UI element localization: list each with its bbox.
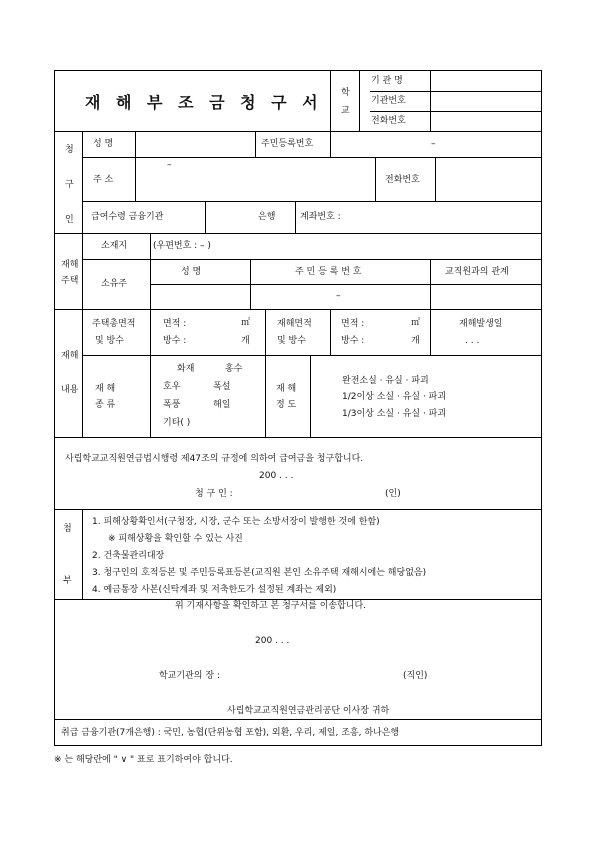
total-area-label-2: 및 방수 — [95, 336, 124, 346]
resident-id-label: 주민등록번호 — [261, 139, 314, 149]
degree-total: 완전소실 · 유실 · 파괴 — [342, 376, 429, 386]
damage-rooms-unit: 개 — [411, 336, 420, 346]
recipient-line: 사립학교교직원연금관리공단 이사장 귀하 — [227, 706, 390, 716]
confirmation-date: 200 . . . — [255, 636, 290, 646]
school-label-2: 교 — [341, 106, 350, 116]
phone-label: 전화번호 — [385, 175, 420, 185]
claimant-label-1: 청 — [65, 145, 74, 155]
damage-degree-label-1: 재 해 — [276, 384, 297, 394]
total-area-unit: ㎡ — [241, 318, 251, 328]
total-rooms-text: 방수 : — [163, 336, 187, 346]
damage-rooms-text: 방수 : — [341, 336, 365, 346]
claimant-label-2: 구 — [65, 180, 74, 190]
claimant-label-3: 인 — [65, 215, 74, 225]
institution-number-label: 기관번호 — [371, 96, 406, 106]
type-other: 기타( ) — [163, 418, 191, 428]
type-storm: 폭풍 — [163, 400, 181, 410]
damage-type-label-2: 종 류 — [95, 400, 116, 410]
postal-code-text: (우편번호 : – ) — [153, 241, 211, 251]
attachment-item-note: ※ 피해상황을 확인할 수 있는 사진 — [108, 534, 243, 544]
damage-degree-label-2: 정 도 — [276, 400, 297, 410]
postal-dash: – — [167, 160, 172, 170]
owner-name-label: 성 명 — [181, 267, 202, 277]
owner-id-dash: – — [336, 291, 341, 301]
confirmation-text: 위 기재사항을 확인하고 본 청구서를 이송합니다. — [175, 601, 367, 611]
damage-area-text: 면적 : — [341, 319, 365, 329]
degree-third: 1/3이상 소실 · 유실 · 파괴 — [342, 409, 447, 419]
type-tsunami: 해일 — [213, 400, 231, 410]
location-label: 소재지 — [101, 241, 128, 251]
content-label-1: 재해 — [61, 351, 79, 361]
claim-form — [54, 70, 542, 746]
type-fire: 화재 — [177, 364, 195, 374]
total-area-text: 면적 : — [163, 319, 187, 329]
attachment-label-1: 첨 — [63, 524, 72, 534]
address-label: 주 소 — [93, 175, 114, 185]
owner-id-label: 주 민 등 록 번 호 — [295, 267, 362, 277]
damage-area-label-1: 재해면적 — [277, 319, 312, 329]
official-seal: (직인) — [403, 671, 428, 681]
attachment-item-1: 1. 피해상황확인서(구청장, 시장, 군수 또는 소방서장이 발행한 것에 한함) — [92, 517, 380, 527]
type-heavy-rain: 호우 — [163, 382, 181, 392]
content-label-2: 내용 — [61, 385, 79, 395]
account-label: 계좌번호 : — [300, 212, 341, 222]
degree-half: 1/2이상 소실 · 유실 · 파괴 — [342, 392, 447, 402]
bank-label: 급여수령 금융기관 — [91, 212, 164, 222]
claimant-sign-label: 청 구 인 : — [195, 489, 233, 499]
institution-name-label: 기 관 명 — [371, 76, 403, 86]
school-head-label: 학교기관의 장 : — [159, 671, 220, 681]
resident-id-dash: – — [431, 139, 436, 149]
house-label-2: 주택 — [61, 276, 79, 286]
type-heavy-snow: 폭설 — [213, 382, 231, 392]
bank-list: 취급 금융기관(7개은행) : 국민, 농협(단위농협 포함), 외환, 우리, 제일, 조흥, 하나은행 — [61, 728, 400, 738]
form-title: 재 해 부 조 금 청 구 서 — [85, 93, 323, 112]
attachment-item-4: 4. 예금통장 사본(신탁계좌 및 저축한도가 설정된 계좌는 제외) — [92, 585, 337, 595]
total-rooms-unit: 개 — [241, 336, 250, 346]
institution-phone-label: 전화번호 — [371, 116, 406, 126]
school-label-1: 학 — [341, 88, 350, 98]
attachment-item-3: 3. 청구인의 호적등본 및 주민등록표등본(교직원 본인 소유주택 재해시에는 해당없음) — [92, 568, 427, 578]
damage-date-dots: . . . — [465, 336, 480, 346]
owner-relation-label: 교직원과의 관계 — [445, 267, 509, 277]
attachment-item-2: 2. 건축물관리대장 — [92, 551, 165, 561]
owner-label: 소유주 — [101, 279, 128, 289]
attachment-label-2: 부 — [63, 576, 72, 586]
footnote: ※ 는 해당란에 " ∨ " 표로 표기하여야 합니다. — [54, 755, 233, 765]
total-area-label-1: 주택총면적 — [92, 319, 136, 329]
type-flood: 홍수 — [225, 364, 243, 374]
house-label-1: 재해 — [61, 260, 79, 270]
damage-area-unit: ㎡ — [411, 318, 421, 328]
claimant-seal: (인) — [385, 489, 401, 499]
claim-date: 200 . . . — [259, 471, 294, 481]
bank-suffix: 은행 — [258, 212, 276, 222]
name-label: 성 명 — [93, 139, 114, 149]
damage-type-label-1: 재 해 — [95, 384, 116, 394]
claim-statement: 사립학교교직원연금법시행령 제47조의 규정에 의하여 급여금을 청구합니다. — [65, 454, 364, 464]
damage-area-label-2: 및 방수 — [277, 336, 306, 346]
damage-date-label: 재해발생일 — [459, 319, 503, 329]
